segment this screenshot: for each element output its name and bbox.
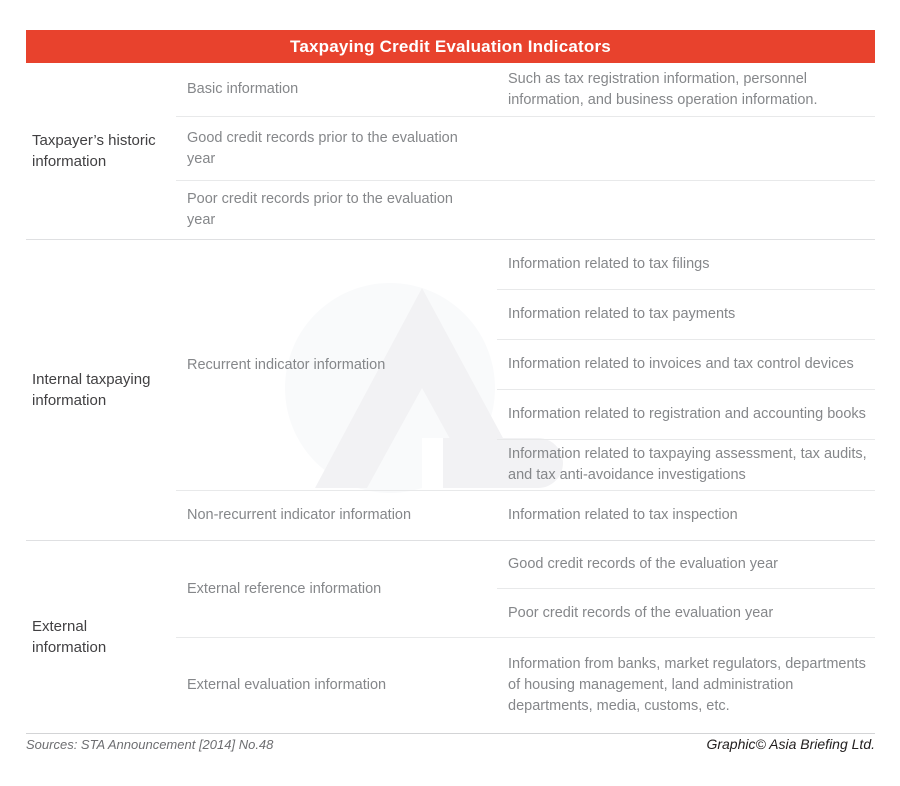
detail-text: Such as tax registration information, personnel information, and business operation information. [508,70,818,108]
indicator-type-label: Non-recurrent indicator information [187,507,412,523]
detail-cell [497,63,875,116]
section-groups [176,63,875,239]
detail-text: Good credit records of the evaluation year [508,556,779,572]
indicator-type-label: External reference information [187,580,382,597]
table-section [26,541,875,734]
indicator-type-label: Recurrent indicator information [187,356,386,373]
detail-text: Information related to taxpaying assessment, tax audits, and tax anti-avoidance investigations [508,446,867,483]
indicator-group [176,491,875,540]
category-label: Taxpayer’s historic information [32,132,156,170]
detail-cell [497,290,875,340]
footer [26,736,875,752]
indicator-group [176,181,875,239]
detail-text: Information from banks, market regulators, departments of housing management, land administration departments, media, customs, etc. [508,656,866,714]
page-title: Taxpaying Credit Evaluation Indicators [290,36,611,56]
detail-text: Poor credit records of the evaluation year [508,604,774,621]
category-label: External information [32,618,107,656]
detail-text: Information related to tax filings [508,256,710,272]
table-section [26,240,875,541]
detail-cell [497,491,875,540]
indicator-type-label: Basic information [187,81,299,97]
indicator-group [176,638,875,733]
indicator-type-label: External evaluation information [187,677,387,693]
detail-cell [497,638,875,733]
indicator-table [26,63,875,734]
detail-cell [497,240,875,290]
detail-list [497,638,875,733]
indicator-group [176,63,875,117]
graphic-credit: Graphic© Asia Briefing Ltd. [706,736,875,752]
detail-list [497,541,875,637]
indicator-type-label: Good credit records prior to the evaluation year [187,129,458,167]
section-groups [176,541,875,733]
indicator-type-label: Poor credit records prior to the evaluation year [187,191,453,228]
detail-text: Information related to tax inspection [508,507,738,523]
detail-cell [497,340,875,390]
category-label: Internal taxpaying information [32,371,151,409]
detail-list [497,491,875,540]
detail-cell [497,541,875,589]
detail-text: Information related to tax payments [508,306,736,322]
detail-list [497,63,875,116]
title-bar [26,30,875,63]
source-note: Sources: STA Announcement [2014] No.48 [26,737,274,752]
indicator-group [176,240,875,491]
detail-text: Information related to invoices and tax control devices [508,356,854,372]
detail-cell [497,440,875,490]
detail-cell [497,589,875,637]
section-groups [176,240,875,540]
indicator-group [176,117,875,181]
indicator-group [176,541,875,638]
detail-cell [497,390,875,440]
detail-list [497,240,875,490]
table-section [26,63,875,240]
detail-text: Information related to registration and accounting books [508,406,866,422]
